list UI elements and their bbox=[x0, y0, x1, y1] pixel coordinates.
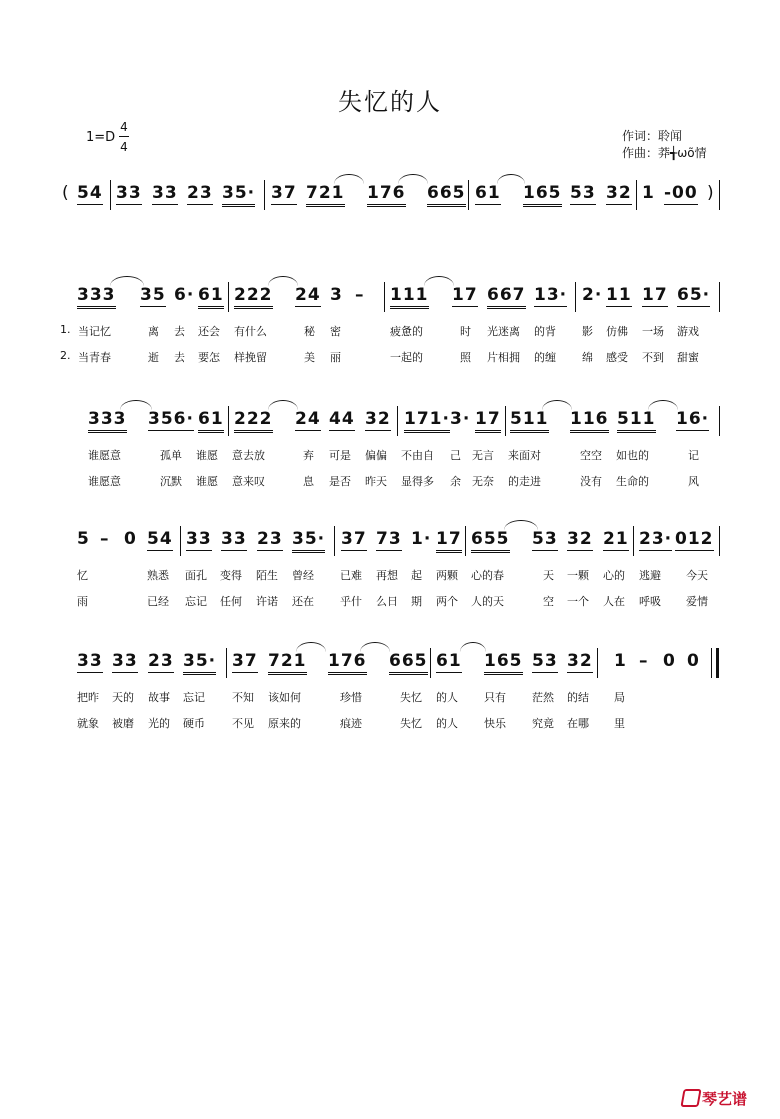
note-group: 53 bbox=[532, 529, 558, 549]
note-group: 33 bbox=[77, 651, 103, 671]
note-group: 65· bbox=[677, 285, 711, 305]
note-group: 37 bbox=[271, 183, 297, 203]
note-group: 23 bbox=[257, 529, 283, 549]
tie bbox=[268, 276, 298, 286]
note-group: ) bbox=[707, 183, 715, 203]
note-group: 33 bbox=[152, 183, 178, 203]
tie bbox=[110, 276, 144, 286]
note-group: 54 bbox=[147, 529, 173, 549]
note-group: 32 bbox=[567, 529, 593, 549]
note-group: -00 bbox=[664, 183, 698, 203]
barline bbox=[226, 648, 227, 678]
note-group: 53 bbox=[532, 651, 558, 671]
barline bbox=[636, 180, 637, 210]
note-group: 32 bbox=[606, 183, 632, 203]
note-group: 333 bbox=[77, 285, 116, 309]
note-group: 655 bbox=[471, 529, 510, 553]
note-group: 0 bbox=[124, 529, 137, 549]
tie bbox=[424, 276, 454, 286]
note-group: 53 bbox=[570, 183, 596, 203]
song-title: 失忆的人 bbox=[338, 88, 442, 116]
note-group: 511 bbox=[617, 409, 656, 433]
note-group: 61 bbox=[198, 285, 224, 309]
barline bbox=[505, 406, 506, 436]
note-group: 3· bbox=[450, 409, 471, 429]
time-signature bbox=[119, 120, 129, 154]
note-group: 165 bbox=[484, 651, 523, 675]
note-group: 37 bbox=[341, 529, 367, 549]
note-group: 1 bbox=[642, 183, 655, 203]
barline bbox=[228, 282, 229, 312]
note-group: 222 bbox=[234, 285, 273, 309]
note-group: 54 bbox=[77, 183, 103, 203]
barline bbox=[597, 648, 598, 678]
note-group: – bbox=[639, 651, 649, 671]
note-group: 333 bbox=[88, 409, 127, 433]
barline bbox=[468, 180, 469, 210]
note-group: 61 bbox=[475, 183, 501, 203]
note-group: 5 bbox=[77, 529, 90, 549]
barline bbox=[264, 180, 265, 210]
barline bbox=[110, 180, 111, 210]
note-group: 0 bbox=[663, 651, 676, 671]
tie bbox=[497, 174, 525, 184]
tie bbox=[296, 642, 326, 652]
logo-mark-icon bbox=[680, 1089, 701, 1107]
note-group: 176 bbox=[367, 183, 406, 207]
note-group: 37 bbox=[232, 651, 258, 671]
lyricist: 作词：聆闻 bbox=[622, 129, 683, 143]
note-group: 2· bbox=[582, 285, 603, 305]
note-group: 73 bbox=[376, 529, 402, 549]
note-group: 171· bbox=[404, 409, 450, 433]
note-group: 721 bbox=[306, 183, 345, 207]
barline bbox=[384, 282, 385, 312]
note-group: 35 bbox=[140, 285, 166, 305]
watermark-text: 琴艺谱 bbox=[702, 1090, 748, 1108]
note-group: 33 bbox=[221, 529, 247, 549]
note-group: 24 bbox=[295, 285, 321, 305]
watermark-logo bbox=[682, 1088, 747, 1109]
time-denominator: 4 bbox=[120, 140, 128, 154]
tie bbox=[398, 174, 428, 184]
final-barline-thick bbox=[716, 648, 719, 678]
key-label: 1=D bbox=[86, 130, 116, 145]
note-group: 32 bbox=[365, 409, 391, 429]
note-group: 61 bbox=[436, 651, 462, 671]
note-group: 61 bbox=[198, 409, 224, 433]
note-group: 222 bbox=[234, 409, 273, 433]
note-group: 11 bbox=[606, 285, 632, 305]
note-group: 17 bbox=[452, 285, 478, 305]
barline bbox=[633, 526, 634, 556]
note-group: 721 bbox=[268, 651, 307, 675]
note-group: 6· bbox=[174, 285, 195, 305]
note-group: 16· bbox=[676, 409, 710, 429]
note-group: 176 bbox=[328, 651, 367, 675]
note-group: 35· bbox=[183, 651, 216, 675]
barline bbox=[575, 282, 576, 312]
note-group: ( bbox=[62, 183, 70, 203]
note-group: 32 bbox=[567, 651, 593, 671]
note-group: 24 bbox=[295, 409, 321, 429]
note-group: 35· bbox=[222, 183, 255, 207]
note-group: 0 bbox=[687, 651, 700, 671]
barline bbox=[430, 648, 431, 678]
note-group: 33 bbox=[112, 651, 138, 671]
tie bbox=[542, 400, 572, 410]
note-group: 35· bbox=[292, 529, 325, 553]
final-barline bbox=[711, 648, 712, 678]
tie bbox=[648, 400, 678, 410]
barline bbox=[334, 526, 335, 556]
note-group: 23 bbox=[148, 651, 174, 671]
tie bbox=[268, 400, 298, 410]
note-group: 13· bbox=[534, 285, 568, 305]
note-group: 012 bbox=[675, 529, 714, 549]
note-group: 23· bbox=[639, 529, 673, 549]
note-group: 17 bbox=[642, 285, 668, 305]
note-group: 21 bbox=[603, 529, 629, 549]
time-numerator: 4 bbox=[120, 120, 128, 134]
note-group: – bbox=[100, 529, 110, 549]
tie bbox=[460, 642, 486, 652]
note-group: 1· bbox=[411, 529, 432, 549]
barline bbox=[719, 406, 720, 436]
note-group: 511 bbox=[510, 409, 549, 433]
note-group: 23 bbox=[187, 183, 213, 203]
credits bbox=[622, 128, 707, 162]
barline bbox=[228, 406, 229, 436]
note-group: 665 bbox=[389, 651, 428, 675]
barline bbox=[719, 526, 720, 556]
note-group: 665 bbox=[427, 183, 466, 207]
barline bbox=[719, 180, 720, 210]
note-group: 111 bbox=[390, 285, 429, 309]
note-group: 3 bbox=[330, 285, 343, 305]
note-group: 33 bbox=[116, 183, 142, 203]
note-group: 116 bbox=[570, 409, 609, 433]
barline bbox=[397, 406, 398, 436]
note-group: 1 bbox=[614, 651, 627, 671]
note-group: 356· bbox=[148, 409, 194, 429]
note-group: 165 bbox=[523, 183, 562, 207]
barline bbox=[180, 526, 181, 556]
note-group: 667 bbox=[487, 285, 526, 309]
note-group: – bbox=[355, 285, 365, 305]
note-group: 44 bbox=[329, 409, 355, 429]
note-group: 33 bbox=[186, 529, 212, 549]
tie bbox=[360, 642, 390, 652]
note-group: 17 bbox=[475, 409, 501, 433]
score-page: 失忆的人 1=D 4 4 作词：聆闻 作曲：莽╅ωõ情 ( 54 33 33 23 35· 37 721 176 665 61 165 53 32 1 -00 ) 333 35 6· 61 222 24 3 – 111 17 667 13· 2· 11 17 65· 1. 当记忆 离 去 还会 有什么 秘 密 疲惫的 时 光迷离 的背 影 仿佛 一场 游戏 2. 当青春 逝 去 要怎 样挽留 美 丽 一起的 照 片相拥 的缠 绵 感受 不到 甜蜜 333 356· 61 222 24 44 32 171· 3· 17 511 116 511 16· 谁愿意 孤单 谁愿 意去放 弃 可是 偏偏 不由自 己 无言 来面对 空空 如也的 记 谁愿意 沉默 谁愿 意来叹 息 是否 昨天 显得多 余 无奈 的走进 没有 生命的 风 5 – 0 54 33 33 23 35· 37 73 1· 17 655 53 32 21 23· 012 忆 熟悉 面孔 变得 陌生 曾经 已难 再想 起 两颗 心的春 天 一颗 心的 逃避 今天 雨 已经 忘记 任何 许诺 还在 乎什 么日 期 两个 人的天 空 一个 人在 呼吸 爱情 33 33 23 35· 37 721 176 665 61 165 53 32 1 – 0 0 把昨 天的 故事 忘记 不知 该如何 珍惜 失忆 的人 只有 茫然 的结 局 就象 被磨 光的 硬币 不见 原来的 痕迹 失忆 的人 快乐 究竟 在哪 里 琴艺谱 bbox=[0, 0, 780, 1119]
note-group: 17 bbox=[436, 529, 462, 553]
composer: 作曲：莽╅ωõ情 bbox=[622, 146, 707, 160]
tie bbox=[334, 174, 364, 184]
barline bbox=[465, 526, 466, 556]
barline bbox=[719, 282, 720, 312]
